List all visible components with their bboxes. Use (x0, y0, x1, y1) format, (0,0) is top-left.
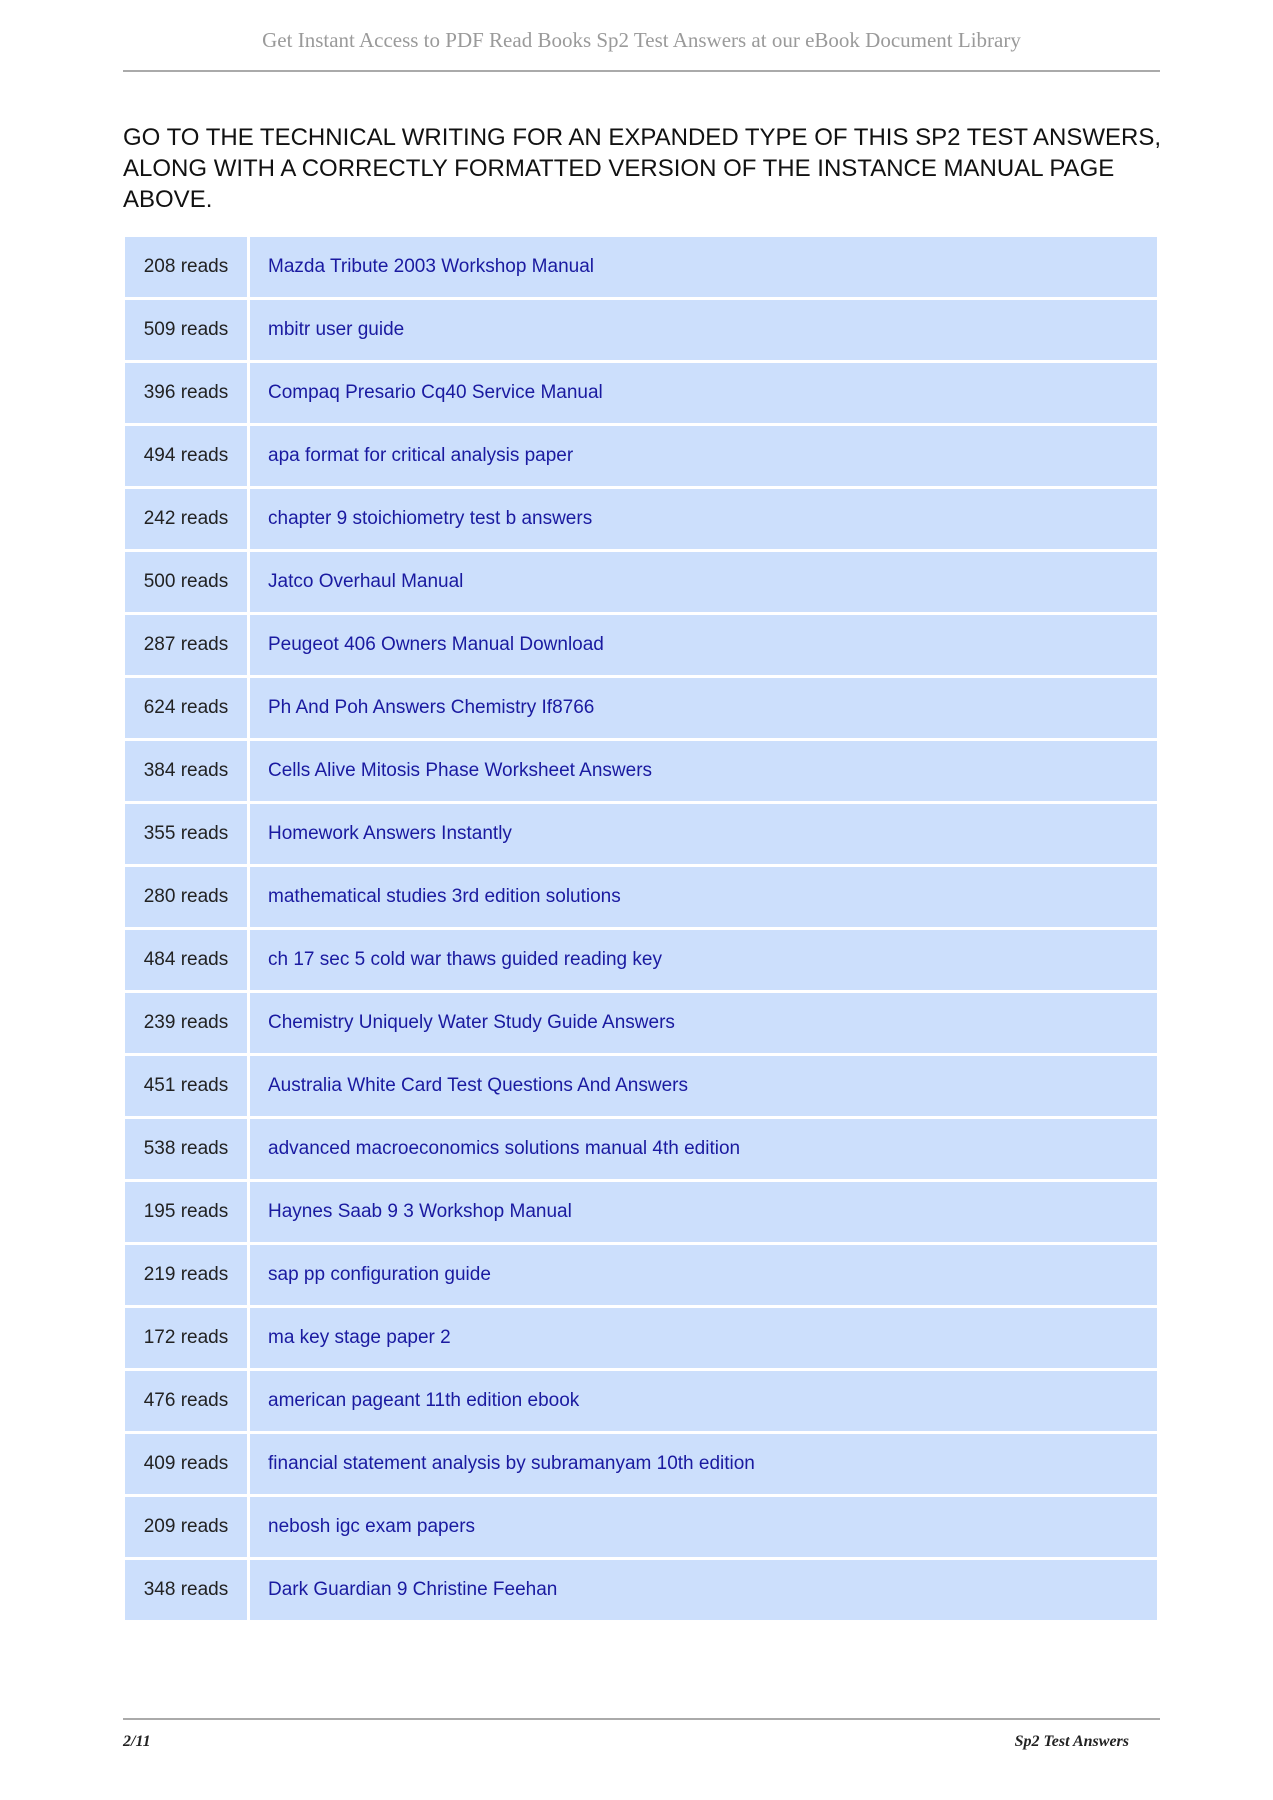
read-count: 500 reads (125, 552, 247, 612)
table-row (125, 552, 1157, 612)
table-row (125, 1371, 1157, 1431)
read-count: 384 reads (125, 741, 247, 801)
book-link[interactable]: Dark Guardian 9 Christine Feehan (250, 1560, 1157, 1620)
footer-divider (123, 1718, 1160, 1720)
read-count: 624 reads (125, 678, 247, 738)
read-count: 242 reads (125, 489, 247, 549)
book-link[interactable]: apa format for critical analysis paper (250, 426, 1157, 486)
page-number: 2/11 (123, 1733, 151, 1750)
book-link[interactable]: Ph And Poh Answers Chemistry If8766 (250, 678, 1157, 738)
book-link[interactable]: Chemistry Uniquely Water Study Guide Answers (250, 993, 1157, 1053)
table-row (125, 867, 1157, 927)
read-count: 280 reads (125, 867, 247, 927)
read-count: 409 reads (125, 1434, 247, 1494)
table-row (125, 1119, 1157, 1179)
read-count: 195 reads (125, 1182, 247, 1242)
book-link[interactable]: Compaq Presario Cq40 Service Manual (250, 363, 1157, 423)
read-count: 494 reads (125, 426, 247, 486)
book-link[interactable]: Australia White Card Test Questions And Answers (250, 1056, 1157, 1116)
read-count: 172 reads (125, 1308, 247, 1368)
table-row (125, 489, 1157, 549)
header-divider (123, 70, 1160, 72)
table-row (125, 1560, 1157, 1620)
read-count: 484 reads (125, 930, 247, 990)
page-header: Get Instant Access to PDF Read Books Sp2 Test Answers at our eBook Document Library (262, 28, 1021, 52)
book-link[interactable]: Jatco Overhaul Manual (250, 552, 1157, 612)
table-row (125, 1056, 1157, 1116)
read-count: 219 reads (125, 1245, 247, 1305)
table-row (125, 426, 1157, 486)
table-row (125, 1182, 1157, 1242)
book-link[interactable]: chapter 9 stoichiometry test b answers (250, 489, 1157, 549)
book-link[interactable]: mbitr user guide (250, 300, 1157, 360)
table-row (125, 1497, 1157, 1557)
table-row (125, 1308, 1157, 1368)
table-row (125, 300, 1157, 360)
book-link[interactable]: ch 17 sec 5 cold war thaws guided reading key (250, 930, 1157, 990)
book-link[interactable]: Peugeot 406 Owners Manual Download (250, 615, 1157, 675)
table-row (125, 804, 1157, 864)
book-link[interactable]: sap pp configuration guide (250, 1245, 1157, 1305)
read-count: 451 reads (125, 1056, 247, 1116)
book-link[interactable]: nebosh igc exam papers (250, 1497, 1157, 1557)
read-count: 208 reads (125, 237, 247, 297)
book-link[interactable]: financial statement analysis by subramanyam 10th edition (250, 1434, 1157, 1494)
read-count: 509 reads (125, 300, 247, 360)
footer-title: Sp2 Test Answers (1014, 1733, 1129, 1750)
read-count: 355 reads (125, 804, 247, 864)
table-row (125, 363, 1157, 423)
read-count: 287 reads (125, 615, 247, 675)
intro-heading: GO TO THE TECHNICAL WRITING FOR AN EXPANDED TYPE OF THIS SP2 TEST ANSWERS, ALONG WITH A CORRECTLY FORMATTED VERSION OF THE INSTANCE MANUAL PAGE ABOVE. (123, 124, 1161, 213)
table-row (125, 741, 1157, 801)
read-count: 538 reads (125, 1119, 247, 1179)
table-row (125, 1245, 1157, 1305)
book-link[interactable]: Homework Answers Instantly (250, 804, 1157, 864)
read-count: 476 reads (125, 1371, 247, 1431)
table-row (125, 930, 1157, 990)
book-link[interactable]: Haynes Saab 9 3 Workshop Manual (250, 1182, 1157, 1242)
table-row (125, 993, 1157, 1053)
book-link[interactable]: ma key stage paper 2 (250, 1308, 1157, 1368)
read-count: 348 reads (125, 1560, 247, 1620)
book-link[interactable]: advanced macroeconomics solutions manual 4th edition (250, 1119, 1157, 1179)
read-count: 209 reads (125, 1497, 247, 1557)
table-row (125, 678, 1157, 738)
read-count: 239 reads (125, 993, 247, 1053)
book-link[interactable]: mathematical studies 3rd edition solutions (250, 867, 1157, 927)
table-row (125, 237, 1157, 297)
read-count: 396 reads (125, 363, 247, 423)
book-link[interactable]: Mazda Tribute 2003 Workshop Manual (250, 237, 1157, 297)
table-row (125, 615, 1157, 675)
reads-table (125, 237, 1157, 1623)
book-link[interactable]: american pageant 11th edition ebook (250, 1371, 1157, 1431)
book-link[interactable]: Cells Alive Mitosis Phase Worksheet Answers (250, 741, 1157, 801)
table-row (125, 1434, 1157, 1494)
